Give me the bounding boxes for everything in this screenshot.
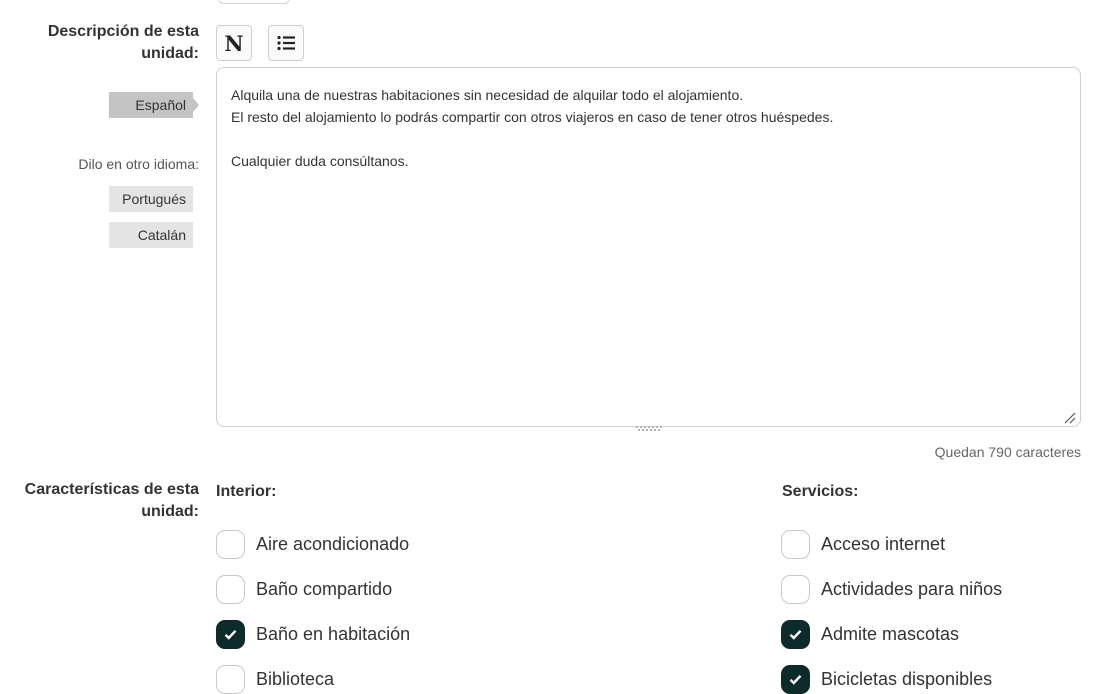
bullet-list-icon xyxy=(277,35,295,51)
features-label-line2: unidad: xyxy=(141,503,199,520)
checkbox-label: Actividades para niños xyxy=(821,578,1003,599)
checkbox-label: Biblioteca xyxy=(256,668,335,689)
description-textarea[interactable] xyxy=(216,67,1081,427)
text-line: Alquila una de nuestras habitaciones sin necesidad de alquilar todo el alojamiento. xyxy=(231,87,744,103)
language-tab-portugues[interactable] xyxy=(109,186,193,212)
checkbox-bicicletas-disponibles[interactable] xyxy=(781,664,1002,694)
checkbox-label: Aire acondicionado xyxy=(256,533,410,554)
text-line: El resto del alojamiento lo podrás compartir con otros viajeros en caso de tener otros huéspedes. xyxy=(231,109,834,125)
checkmark-icon xyxy=(224,629,237,640)
features-label xyxy=(25,479,199,523)
language-tab-pointer xyxy=(193,98,199,112)
servicios-list xyxy=(781,529,1002,694)
checkbox-box[interactable] xyxy=(216,575,245,604)
checkbox-box[interactable] xyxy=(781,665,810,694)
checkbox-bano-compartido[interactable] xyxy=(216,574,410,604)
bold-button[interactable] xyxy=(216,25,252,61)
checkbox-admite-mascotas[interactable] xyxy=(781,619,1002,649)
character-counter: Quedan 790 caracteres xyxy=(934,444,1081,460)
checkmark-icon xyxy=(789,629,802,640)
features-label-line1: Características de esta xyxy=(24,481,199,498)
interior-list xyxy=(216,529,410,694)
checkbox-label: Bicicletas disponibles xyxy=(821,668,993,689)
checkbox-label: Baño en habitación xyxy=(256,623,411,644)
checkbox-label: Acceso internet xyxy=(821,533,946,554)
description-label xyxy=(48,21,199,65)
language-tab-label: Español xyxy=(135,97,186,113)
checkbox-box[interactable] xyxy=(781,530,810,559)
checkbox-biblioteca[interactable] xyxy=(216,664,410,694)
checkbox-box[interactable] xyxy=(216,620,245,649)
checkbox-box[interactable] xyxy=(781,620,810,649)
checkbox-box[interactable] xyxy=(216,530,245,559)
language-tab-label: Catalán xyxy=(137,227,186,243)
drag-handle-icon[interactable] xyxy=(636,426,662,432)
text-line: Cualquier duda consúltanos. xyxy=(231,153,409,169)
checkbox-label: Baño compartido xyxy=(256,578,393,599)
other-language-prompt: Dilo en otro idioma: xyxy=(78,156,199,172)
language-tab-label: Portugués xyxy=(122,191,186,207)
checkbox-actividades-ninos[interactable] xyxy=(781,574,1002,604)
checkbox-box[interactable] xyxy=(216,665,245,694)
language-tab-catalan[interactable] xyxy=(109,222,193,248)
checkbox-label: Admite mascotas xyxy=(821,623,960,644)
checkbox-box[interactable] xyxy=(781,575,810,604)
description-label-line2: unidad: xyxy=(141,45,199,62)
checkmark-icon xyxy=(789,674,802,685)
resize-grip-icon[interactable] xyxy=(1064,412,1076,424)
bullet-list-button[interactable] xyxy=(268,25,304,61)
checkbox-aire-acondicionado[interactable] xyxy=(216,529,410,559)
checkbox-bano-en-habitacion[interactable] xyxy=(216,619,410,649)
checkbox-acceso-internet[interactable] xyxy=(781,529,1002,559)
previous-field-stub xyxy=(218,0,290,4)
bold-icon: N xyxy=(224,30,244,56)
interior-title: Interior: xyxy=(216,483,277,500)
servicios-title: Servicios: xyxy=(782,483,859,500)
description-label-line1: Descripción de esta xyxy=(47,23,199,40)
text-line xyxy=(231,128,1066,150)
language-tab-active[interactable] xyxy=(109,92,193,118)
